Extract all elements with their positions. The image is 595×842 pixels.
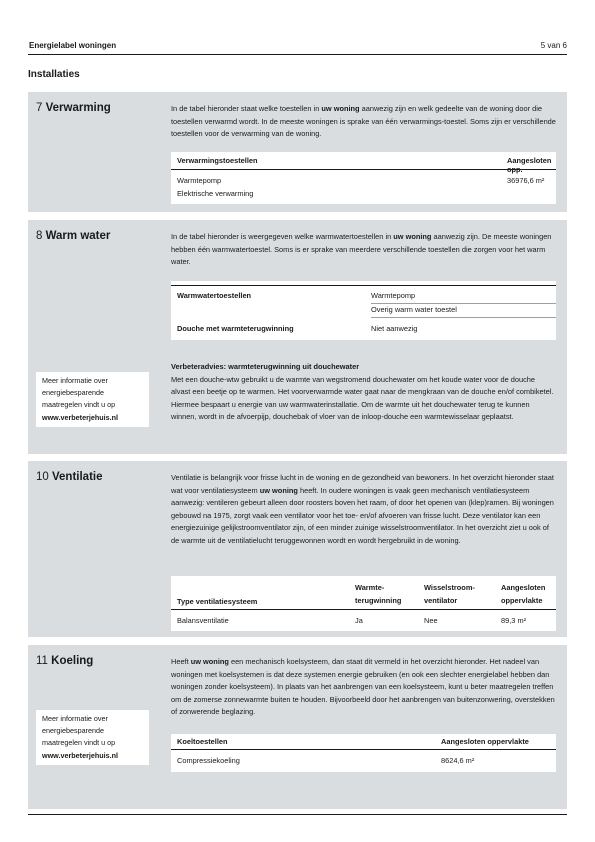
advice-text: Met een douche-wtw gebruikt u de warmte van wegstromend douchewater om het koude water voor de douche alvast een beetje op te warmen. Het voorverwarmde water gaat naar de mengkraan van de douche en/of combiketel. Hiermee bespaart u energie van uw warmwaterinstallatie. Om de warmte uit het douchewater terug te kunnen winnen, wordt in de afvoerpijp, douchebak of vloer van de inloop-douche een warmtewisselaar geplaatst.: [171, 374, 554, 422]
heating-panel: [28, 92, 567, 212]
hotwater-title: [36, 230, 110, 242]
ventilation-ac-value: Nee: [424, 616, 438, 625]
footer-divider: [28, 814, 567, 815]
heating-table: [171, 152, 556, 204]
hotwater-device: Warmtepomp: [371, 291, 416, 300]
cooling-title-text: Koeling: [51, 655, 94, 667]
hotwater-advice: [171, 361, 556, 424]
cooling-device-value: Compressiekoeling: [177, 756, 240, 765]
info-box: [36, 372, 149, 427]
hotwater-label-recovery: Douche met warmteterugwinning: [177, 324, 294, 333]
hotwater-device-divider: [371, 303, 556, 304]
ventilation-number: 10: [36, 471, 49, 483]
ventilation-table-divider: [171, 609, 556, 610]
ventilation-col-type: Type ventilatiesysteem: [177, 597, 258, 606]
info-box-text: Meer informatie over energiebesparende maatregelen vindt u op: [42, 376, 116, 410]
info-box-text: Meer informatie over energiebesparende maatregelen vindt u op: [42, 714, 116, 748]
heating-row-device: Warmtepomp: [177, 176, 222, 185]
cooling-area-value: 8624,6 m²: [441, 756, 475, 765]
ventilation-col-ac: Wisselstroom- ventilator: [424, 583, 475, 605]
hotwater-device-divider: [371, 317, 556, 318]
hotwater-label-devices: Warmwatertoestellen: [177, 291, 252, 300]
ventilation-title: [36, 471, 103, 483]
cooling-intro: Heeft uw woning een mechanisch koelsysteem, dan staat dit vermeld in het overzicht hieronder. Het nadeel van woningen met koelsystemen is dat deze systemen energie gebruiken (en ook een slechter energielabel hebben dan woningen zonder koelsysteem). In plaats van het aanbrengen van een koelsysteem, kunt u beter maatregelen treffen om de zomerse zonnewarmte buiten te houden. Bijvoorbeeld door het aanbrengen van buitenzonwering, overstekken of zonwerende beglazing.: [171, 657, 555, 717]
heating-table-divider: [171, 169, 556, 170]
hotwater-intro: In de tabel hieronder is weergegeven welke warmwatertoestellen in uw woning aanwezig zijn. De meeste woningen hebben één warmwatertoestel. Soms is er sprake van meerdere verschillende toestellen die zorgen voor het warm water.: [171, 232, 552, 267]
info-box: [36, 710, 149, 765]
ventilation-recovery-value: Ja: [355, 616, 363, 625]
cooling-table-divider: [171, 749, 556, 750]
hotwater-recovery-value: Niet aanwezig: [371, 324, 418, 333]
heating-row-device: Elektrische verwarming: [177, 189, 254, 198]
hotwater-panel: [28, 220, 567, 454]
cooling-title: [36, 655, 93, 667]
ventilation-table: [171, 576, 556, 631]
heating-number: 7: [36, 102, 43, 114]
ventilation-area-value: 89,3 m²: [501, 616, 527, 625]
ventilation-intro: Ventilatie is belangrijk voor frisse lucht in de woning en de gezondheid van bewoners. In het overzicht hieronder staat wat voor ventilatiesysteem uw woning heeft. In oudere woningen is vaak geen mechanisch ventilatiesysteem aanwezig: ventileren gebeurt alleen door roosters boven het raam, of door het openen van (klep)ramen. Bij woningen gebouwd na 1975, zorgt vaak een ventilator voor het toe- en/of afvoeren van frisse lucht. Deze ventilator kan een energiezuinige gelijkstroomventilator zijn, of een minder zuinige wisselstroomventilator. In het overzicht ziet u ook of de warmte uit de ventilatielucht teruggewonnen wordt en wordt hergebruikt in de woning.: [171, 473, 554, 545]
hotwater-device: Overig warm water toestel: [371, 305, 457, 314]
heating-intro: In de tabel hieronder staat welke toestellen in uw woning aanwezig zijn en welk gedeelte van de woning door die toestellen verwarmd wordt. In de meeste woningen is sprake van één verwarmings-toestel. Soms zijn er verschillende toestellen voor de verwarming van de woning.: [171, 104, 556, 139]
header-divider: [28, 54, 567, 55]
hotwater-number: 8: [36, 230, 43, 242]
hotwater-title-text: Warm water: [45, 230, 111, 242]
info-box-link[interactable]: www.verbeterjehuis.nl: [42, 412, 119, 422]
heating-title-text: Verwarming: [45, 102, 111, 114]
hotwater-table: [171, 281, 556, 340]
heating-col-area: Aangesloten: [507, 156, 552, 165]
cooling-number: 11: [36, 655, 48, 667]
cooling-table: [171, 734, 556, 772]
page-number: 5 van 6: [540, 41, 567, 50]
cooling-col-device: Koeltoestellen: [177, 737, 228, 746]
ventilation-col-recovery: Warmte- terugwinning: [355, 583, 402, 605]
document-title: Energielabel woningen: [29, 41, 117, 50]
ventilation-type-value: Balansventilatie: [177, 616, 229, 625]
advice-title: Verbeteradvies: warmteterugwinning uit douchewater: [171, 362, 360, 371]
cooling-col-area: Aangesloten oppervlakte: [441, 737, 529, 746]
heating-col-device: Verwarmingstoestellen: [177, 156, 258, 165]
heating-row-area: 36976,6 m²: [507, 176, 545, 185]
section-title: Installaties: [28, 69, 80, 80]
ventilation-title-text: Ventilatie: [52, 471, 103, 483]
ventilation-col-area: Aangesloten oppervlakte: [501, 583, 546, 605]
ventilation-panel: [28, 461, 567, 637]
heating-title: [36, 102, 111, 114]
info-box-link[interactable]: www.verbeterjehuis.nl: [42, 750, 119, 760]
hotwater-table-top-rule: [171, 285, 556, 286]
cooling-panel: [28, 645, 567, 809]
